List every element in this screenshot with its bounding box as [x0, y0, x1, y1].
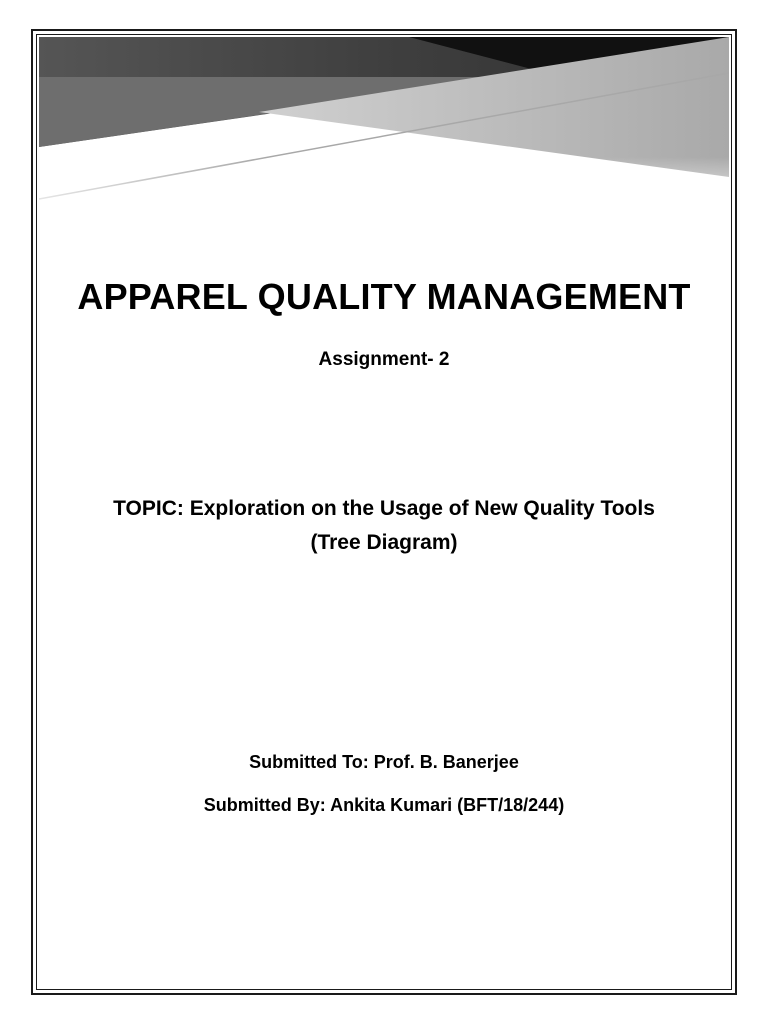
topic-heading — [40, 492, 728, 560]
submitted-by: Submitted By: Ankita Kumari (BFT/18/244) — [203, 795, 565, 815]
header-banner-graphic — [39, 37, 729, 217]
header-decorative-banner — [39, 37, 729, 217]
assignment-label: Assignment- 2 — [318, 349, 450, 370]
topic-line-2: (Tree Diagram) — [310, 531, 458, 554]
topic-line-1: TOPIC: Exploration on the Usage of New Quality Tools — [113, 497, 655, 520]
document-title: APPAREL QUALITY MANAGEMENT — [77, 276, 691, 317]
submitted-to: Submitted To: Prof. B. Banerjee — [249, 752, 519, 772]
